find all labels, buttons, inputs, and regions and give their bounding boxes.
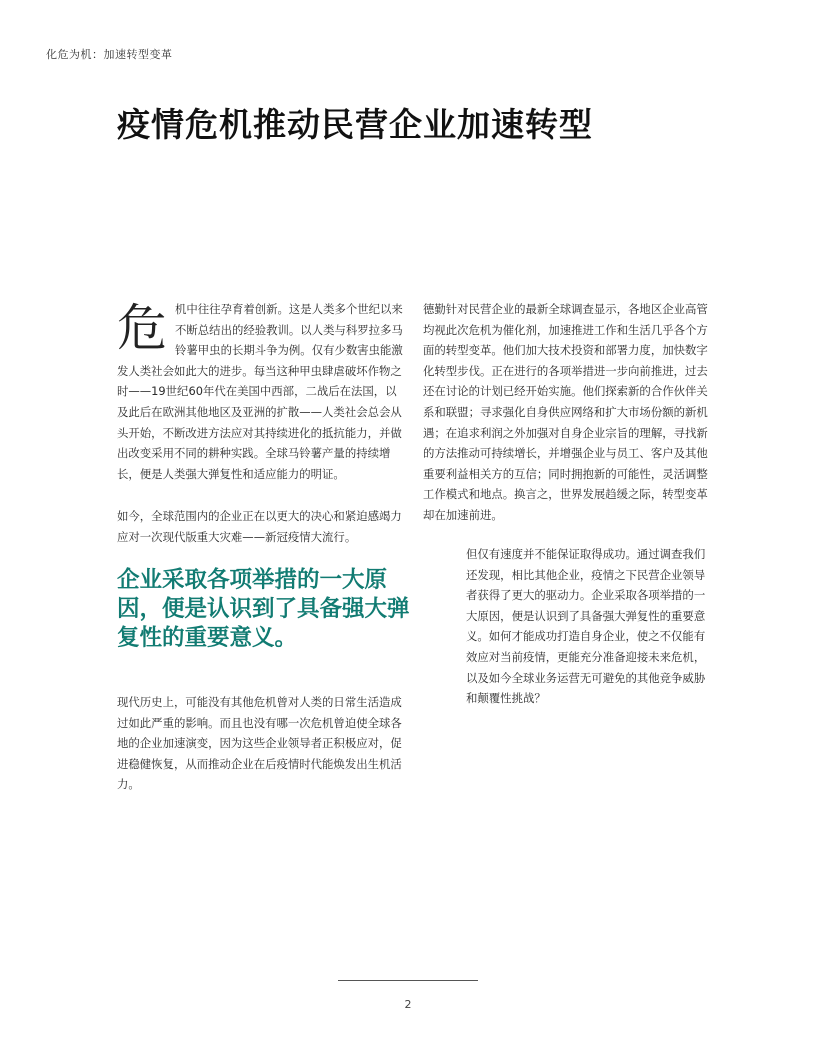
intro-paragraph (117, 299, 407, 484)
page-number: 2 (404, 998, 412, 1011)
intro-text: 机中往往孕育着创新。这是人类多个世纪以来不断总结出的经验教训。以人类与科罗拉多马铃薯甲虫的长期斗争为例。仅有少数害虫能激发人类社会如此大的进步。每当这种甲虫肆虐破坏作物之时——19世纪60年代在美国中西部，二战后在法国，以及此后在欧洲其他地区及亚洲的扩散——人类社会总会从头开始，不断改进方法应对其持续进化的抵抗能力，并做出改变采用不同的耕种实践。全球马铃薯产量的持续增长，便是人类强大弹复性和适应能力的明证。 (117, 302, 403, 481)
dropcap: 危 (117, 299, 167, 357)
left-paragraph-2: 如今，全球范围内的企业正在以更大的决心和紧迫感竭力应对一次现代版重大灾难——新冠疫情大流行。 (117, 509, 402, 544)
footer-divider (338, 980, 478, 981)
right-paragraph-2: 但仅有速度并不能保证取得成功。通过调查我们还发现，相比其他企业，疫情之下民营企业领导者获得了更大的驱动力。企业采取各项举措的一大原因，便是认识到了具备强大弹复性的重要意义。如何才能成功打造自身企业，使之不仅能有效应对当前疫情，更能充分准备迎接未来危机，以及如今全球业务运营无可避免的其他竞争威胁和颠覆性挑战？ (466, 547, 706, 706)
pull-quote: 企业采取各项举措的一大原因，便是认识到了具备强大弹复性的重要意义。 (117, 567, 410, 651)
right-paragraph-1: 德勤针对民营企业的最新全球调查显示，各地区企业高管均视此次危机为催化剂，加速推进工作和生活几乎各个方面的转型变革。他们加大技术投资和部署力度，加快数字化转型步伐。正在进行的各项举措进一步向前推进，过去还在讨论的计划已经开始实施。他们探索新的合作伙伴关系和联盟；寻求强化自身供应网络和扩大市场份额的新机遇；在追求利润之外加强对自身企业宗旨的理解，寻找新的方法推动可持续增长，并增强企业与员工、客户及其他重要利益相关方的互信；同时拥抱新的可能性，灵活调整工作模式和地点。换言之，世界发展趋缓之际，转型变革却在加速前进。 (423, 302, 708, 522)
page-title: 疫情危机推动民营企业加速转型 (117, 105, 593, 144)
left-paragraph-3: 现代历史上，可能没有其他危机曾对人类的日常生活造成过如此严重的影响。而且也没有哪一次危机曾迫使全球各地的企业加速演变，因为这些企业领导者正积极应对，促进稳健恢复，从而推动企业在后疫情时代能焕发出生机活力。 (117, 695, 402, 792)
running-header: 化危为机：加速转型变革 (46, 48, 173, 61)
